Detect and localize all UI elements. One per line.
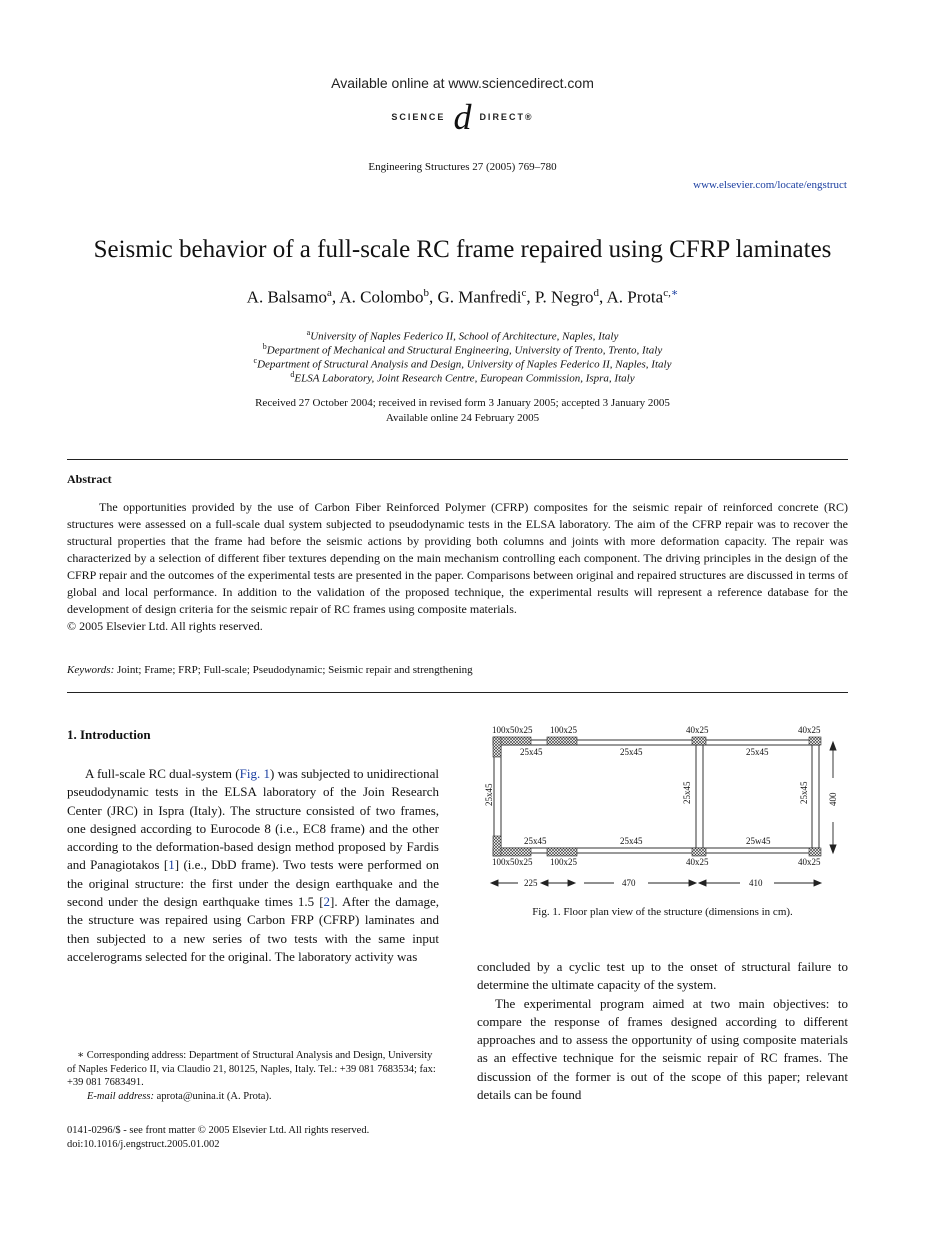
- author-name: A. Colombo: [339, 287, 424, 307]
- beam-label: 25x45: [620, 836, 643, 846]
- author-affiliation-mark: a: [326, 287, 332, 299]
- keywords-list: Joint; Frame; FRP; Full-scale; Pseudodynamic; Seismic repair and strengthening: [117, 664, 473, 676]
- column-height-label: 25x45: [484, 783, 494, 806]
- author-separator: ,: [428, 287, 438, 307]
- dimension-arrows: [491, 742, 836, 886]
- corresponding-author-link[interactable]: ∗: [670, 287, 679, 299]
- figure-1-floor-plan: [484, 718, 842, 898]
- intro-text: ] (i.e., DbD frame). Two tests were performed on the original structure: the first under the design earthquake and the second under the design earthquake times 1.5 [: [67, 857, 440, 910]
- logo-left-text: SCIENCE: [391, 112, 446, 122]
- column-label: 40x25: [686, 725, 709, 735]
- author-list: [0, 286, 925, 308]
- logo-right-text: DIRECT®: [479, 112, 534, 122]
- journal-reference: Engineering Structures 27 (2005) 769–780: [368, 161, 557, 173]
- front-matter-notice: [67, 1124, 439, 1152]
- beam-label: 25x45: [620, 747, 643, 757]
- column-label: 40x25: [798, 725, 821, 735]
- affiliation-line: [0, 342, 925, 357]
- author-affiliation-mark: b: [423, 287, 429, 299]
- section-heading-introduction: 1. Introduction: [67, 727, 151, 742]
- right-column-text: [477, 958, 848, 1104]
- abstract-top-rule: [67, 459, 848, 460]
- right-paragraph-continuation: concluded by a cyclic test up to the onset of structural failure to determine the ultimate capacity of the system.: [477, 959, 848, 993]
- column-label: 100x25: [550, 857, 577, 867]
- column-label: 40x25: [686, 857, 709, 867]
- intro-text: ]. After the damage, the structure was repaired using Carbon FRP (CFRP) laminates and then subjected to a new series of two tests with the same input accelerograms selected for the original. The laboratory activity was: [67, 894, 439, 964]
- affiliation-mark: b: [262, 342, 267, 351]
- affiliation-text: Department of Structural Analysis and Design, University of Naples Federico II, Naples, Italy: [257, 358, 672, 371]
- reference-2-link[interactable]: 2: [323, 894, 331, 910]
- affiliation-mark: d: [290, 370, 295, 379]
- affiliation-text: University of Naples Federico II, School of Architecture, Naples, Italy: [310, 330, 619, 343]
- email-address-link[interactable]: aprota@unina.it (A. Prota).: [156, 1090, 272, 1102]
- sciencedirect-logo[interactable]: [0, 96, 925, 138]
- affiliation-line: [0, 356, 925, 371]
- footnote-star: ∗: [77, 1050, 85, 1061]
- available-online-banner: Available online at www.sciencedirect.com: [331, 75, 594, 91]
- logo-d-mark: d: [453, 97, 472, 137]
- column-label: 40x25: [798, 857, 821, 867]
- affiliation-text: ELSA Laboratory, Joint Research Centre, European Commission, Ispra, Italy: [294, 372, 635, 385]
- abstract-copyright: © 2005 Elsevier Ltd. All rights reserved.: [67, 619, 263, 633]
- introduction-paragraph: [67, 765, 439, 966]
- affiliation-text: Department of Mechanical and Structural Engineering, University of Trento, Trento, Italy: [266, 344, 663, 357]
- reference-1-link[interactable]: 1: [168, 857, 175, 873]
- affiliation-line: [0, 370, 925, 385]
- author-name: A. Balsamo: [246, 287, 327, 307]
- affiliation-line: [0, 328, 925, 343]
- figure-1-link[interactable]: Fig. 1: [239, 766, 270, 781]
- email-label: E-mail address:: [87, 1090, 154, 1102]
- beam-label: 25x45: [524, 836, 547, 846]
- author-separator: ,: [331, 287, 340, 307]
- intro-text: ) was subjected to unidirectional pseudodynamic tests in the ELSA laboratory of the Join Research Center (JRC) in Ispra (Italy). The structure consisted of two frames, one designed according to Eurocode 8 (i.e., EC8 frame) and the other according to the deformation-based design method proposed by Fardis and Panagiotakos [: [67, 766, 440, 873]
- column-label: 100x50x25: [492, 725, 533, 735]
- abstract-body: [67, 499, 848, 635]
- author-name: G. Manfredi: [437, 287, 522, 307]
- corresponding-footnote: [67, 1049, 439, 1103]
- author-name: A. Prota: [606, 287, 664, 307]
- article-title: Seismic behavior of a full-scale RC frame repaired using CFRP laminates: [93, 236, 832, 263]
- abstract-text: The opportunities provided by the use of Carbon Fiber Reinforced Polymer (CFRP) composites for the seismic repair of reinforced concrete (RC) structures were assessed on a full-scale dual system subjected to pseudodynamic tests in the ELSA laboratory. The aim of the CFRP repair was to recover the structural properties that the frame had before the seismic actions by providing both columns and joints with more deformation capacity. The repair was characterized by a selection of different fiber textures depending on the main mechanism controlling each component. The driving principles in the design of the CFRP repair and the outcomes of the experimental tests are presented in the paper. Comparisons between original and repaired structures are discussed in terms of global and local performance. In addition to the validation of the proposed technique, the experimental results will represent a reference database for the development of design criteria for the seismic repair of RC frames using composite materials.: [67, 500, 848, 616]
- abstract-heading: Abstract: [67, 472, 112, 486]
- author-affiliation-mark: c,: [663, 287, 671, 299]
- span-dimension-label: 225: [524, 878, 538, 888]
- footnote-address: Corresponding address: Department of Structural Analysis and Design, University of Naples Federico II, via Claudio 21, 80125, Naples, Italy. Tel.: +39 081 7683534; fax: +39 081 7683491.: [67, 1050, 436, 1088]
- figure-1-caption: Fig. 1. Floor plan view of the structure (dimensions in cm).: [532, 906, 793, 918]
- right-paragraph: The experimental program aimed at two main objectives: to compare the response of frames designed according to different approaches and to assess the opportunity of using composite materials as an effective technique for the seismic repair of RC frames. The discussion of the former is out of the scope of this paper; relevant details can be found: [477, 995, 848, 1103]
- keywords-label: Keywords:: [67, 664, 115, 676]
- affiliation-mark: a: [306, 328, 311, 337]
- beam-label: 25x45: [520, 747, 543, 757]
- abstract-bottom-rule: [67, 692, 848, 693]
- intro-text: A full-scale RC dual-system (: [85, 766, 240, 781]
- available-date: Available online 24 February 2005: [385, 412, 540, 424]
- author-separator: ,: [526, 287, 535, 307]
- column-label: 100x25: [550, 725, 577, 735]
- received-dates: Received 27 October 2004; received in revised form 3 January 2005; accepted 3 January 2005: [255, 397, 670, 409]
- journal-url-link[interactable]: www.elsevier.com/locate/engstruct: [693, 179, 847, 191]
- column-label: 100x50x25: [492, 857, 533, 867]
- author-separator: ,: [598, 287, 607, 307]
- span-dimension-label: 470: [622, 878, 636, 888]
- doi-line[interactable]: doi:10.1016/j.engstruct.2005.01.002: [67, 1139, 220, 1150]
- beam-label: 25x45: [746, 747, 769, 757]
- column-height-label: 25x45: [799, 781, 809, 804]
- keywords-line: [67, 664, 848, 676]
- column-height-label: 25x45: [682, 781, 692, 804]
- span-dimension-label: 410: [749, 878, 763, 888]
- author-name: P. Negro: [534, 287, 594, 307]
- beam-label: 25w45: [746, 836, 771, 846]
- issn-line: 0141-0296/$ - see front matter © 2005 Elsevier Ltd. All rights reserved.: [67, 1125, 370, 1136]
- height-dimension-label: 400: [828, 792, 838, 806]
- author-affiliation-mark: c: [521, 287, 527, 299]
- affiliation-mark: c: [253, 356, 258, 365]
- author-affiliation-mark: d: [593, 287, 599, 299]
